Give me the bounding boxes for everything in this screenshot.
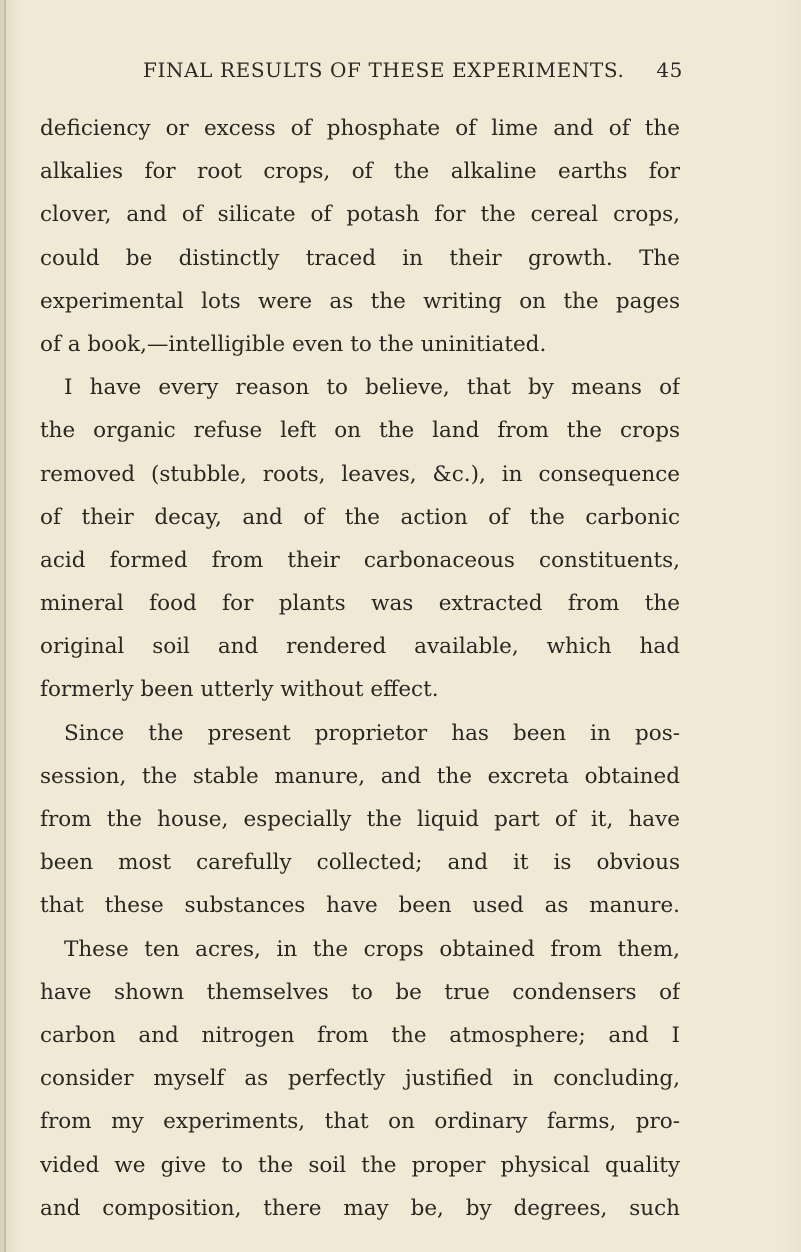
body-text [40, 107, 680, 1230]
text-line: that these substances have been used as manure. [40, 893, 680, 919]
text-line: consider myself as perfectly justified in concluding, [40, 1066, 680, 1092]
text-line: I have every reason to believe, that by means of [64, 375, 680, 401]
running-head-title: FINAL RESULTS OF THESE EXPERIMENTS. [143, 58, 625, 82]
text-line: formerly been utterly without effect. [40, 677, 439, 703]
text-line: vided we give to the soil the proper physical quality [40, 1152, 680, 1178]
text-line: of their decay, and of the action of the carbonic [40, 504, 680, 530]
text-line: carbon and nitrogen from the atmosphere; and I [40, 1022, 680, 1048]
text-line: have shown themselves to be true condensers of [40, 979, 680, 1005]
text-line: been most carefully collected; and it is obvious [40, 850, 680, 876]
text-line: Since the present proprietor has been in pos- [64, 720, 680, 746]
text-line: original soil and rendered available, which had [40, 634, 680, 660]
text-line: clover, and of silicate of potash for the cereal crops, [40, 202, 680, 228]
text-line: session, the stable manure, and the excreta obtained [40, 763, 680, 789]
text-line: could be distinctly traced in their growth. The [40, 245, 680, 271]
text-line: deficiency or excess of phosphate of lime and of the [40, 116, 680, 141]
text-line: from the house, especially the liquid part of it, have [40, 807, 680, 832]
text-line: alkalies for root crops, of the alkaline earths for [40, 159, 680, 185]
text-line: acid formed from their carbonaceous constituents, [40, 547, 680, 573]
text-line: mineral food for plants was extracted from the [40, 591, 680, 617]
text-line: the organic refuse left on the land from the crops [40, 418, 680, 444]
page-gutter [4, 0, 6, 1252]
text-line: removed (stubble, roots, leaves, &c.), in consequence [40, 461, 680, 487]
text-line: experimental lots were as the writing on the pages [40, 288, 680, 314]
text-line: and composition, there may be, by degrees, such [40, 1195, 680, 1221]
running-head [143, 58, 683, 88]
page-number: 45 [656, 58, 683, 82]
text-line: from my experiments, that on ordinary farms, pro- [40, 1109, 680, 1135]
text-line: of a book,—intelligible even to the uninitiated. [40, 331, 547, 357]
text-line: These ten acres, in the crops obtained from them, [64, 936, 680, 962]
